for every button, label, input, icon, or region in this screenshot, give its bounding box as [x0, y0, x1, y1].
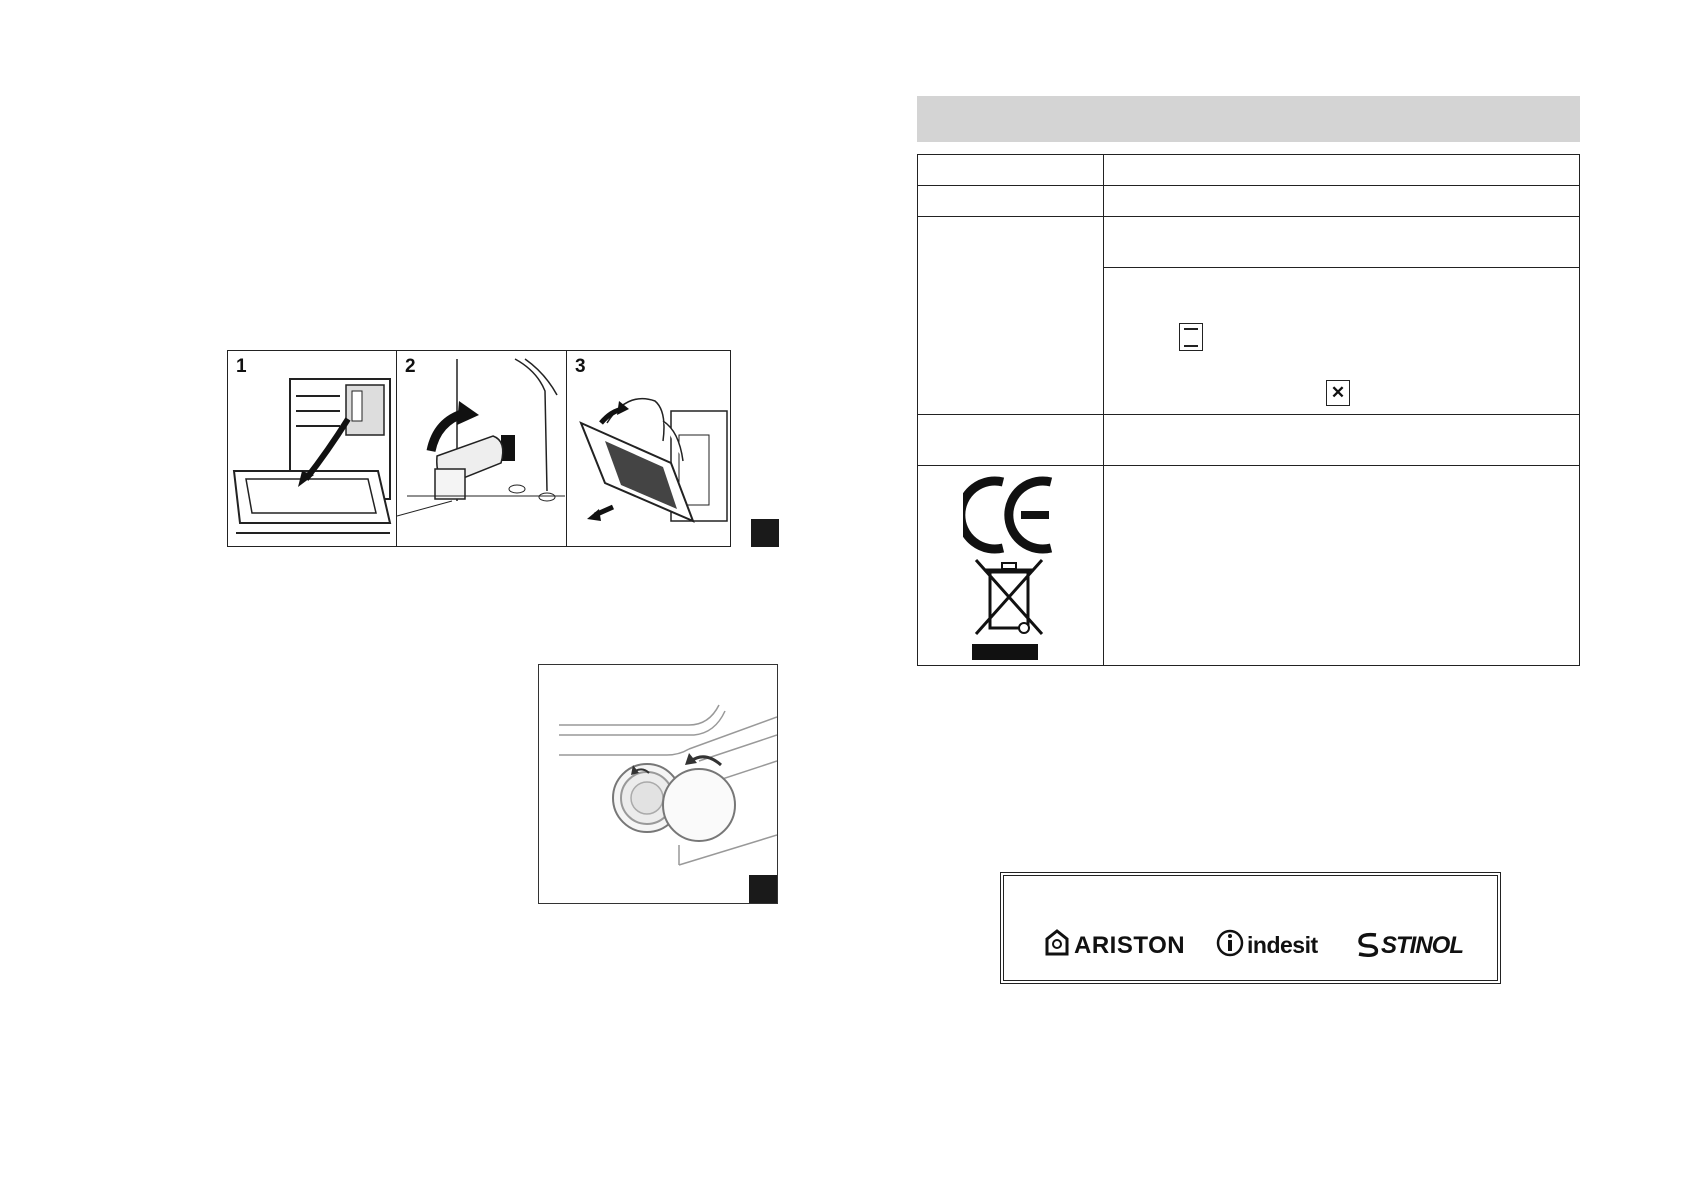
ariston-house-icon — [1044, 928, 1070, 956]
table-subcell — [1104, 268, 1579, 414]
table-cell — [1104, 217, 1580, 415]
stinol-s-icon — [1356, 931, 1380, 957]
black-square-icon — [749, 875, 777, 903]
lamp-replacement-figure — [538, 664, 778, 904]
black-square-icon — [751, 519, 779, 547]
hinge-lever-illustration — [397, 351, 567, 546]
brand-stinol: STINOL — [1381, 932, 1463, 959]
static-oven-symbol-icon — [1179, 323, 1203, 351]
table-cell — [918, 415, 1104, 466]
weee-crossed-bin-icon — [972, 558, 1048, 662]
door-removal-step-3 — [566, 351, 731, 546]
oven-lamp-illustration — [539, 665, 777, 903]
table-row — [918, 415, 1580, 466]
brand-ariston: ARISTON — [1074, 932, 1186, 959]
table-row — [918, 155, 1580, 186]
fan-oven-symbol-icon: ✕ — [1326, 380, 1350, 406]
table-cell — [1104, 186, 1580, 217]
table-cell — [1104, 155, 1580, 186]
brand-indesit: indesit — [1247, 932, 1318, 958]
table-row — [918, 466, 1580, 666]
table-subcell — [1104, 217, 1579, 268]
oven-door-open-illustration — [228, 351, 396, 546]
step-number: 1 — [236, 356, 247, 377]
table-cell — [918, 186, 1104, 217]
table-cell — [918, 466, 1104, 666]
table-cell — [1104, 415, 1580, 466]
table-row — [918, 217, 1580, 415]
step-number: 2 — [405, 356, 416, 377]
table-cell — [918, 155, 1104, 186]
ce-mark-icon — [963, 474, 1059, 556]
door-lift-illustration — [567, 351, 731, 546]
brand-logos-box — [1000, 872, 1501, 984]
door-removal-step-1 — [228, 351, 396, 546]
door-removal-figure — [227, 350, 731, 547]
door-removal-step-2 — [396, 351, 567, 546]
technical-specs-table — [917, 154, 1580, 666]
section-header-bar — [917, 96, 1580, 142]
table-cell — [918, 217, 1104, 415]
table-cell — [1104, 466, 1580, 666]
indesit-i-icon — [1216, 929, 1244, 957]
table-row — [918, 186, 1580, 217]
step-number: 3 — [575, 356, 586, 377]
